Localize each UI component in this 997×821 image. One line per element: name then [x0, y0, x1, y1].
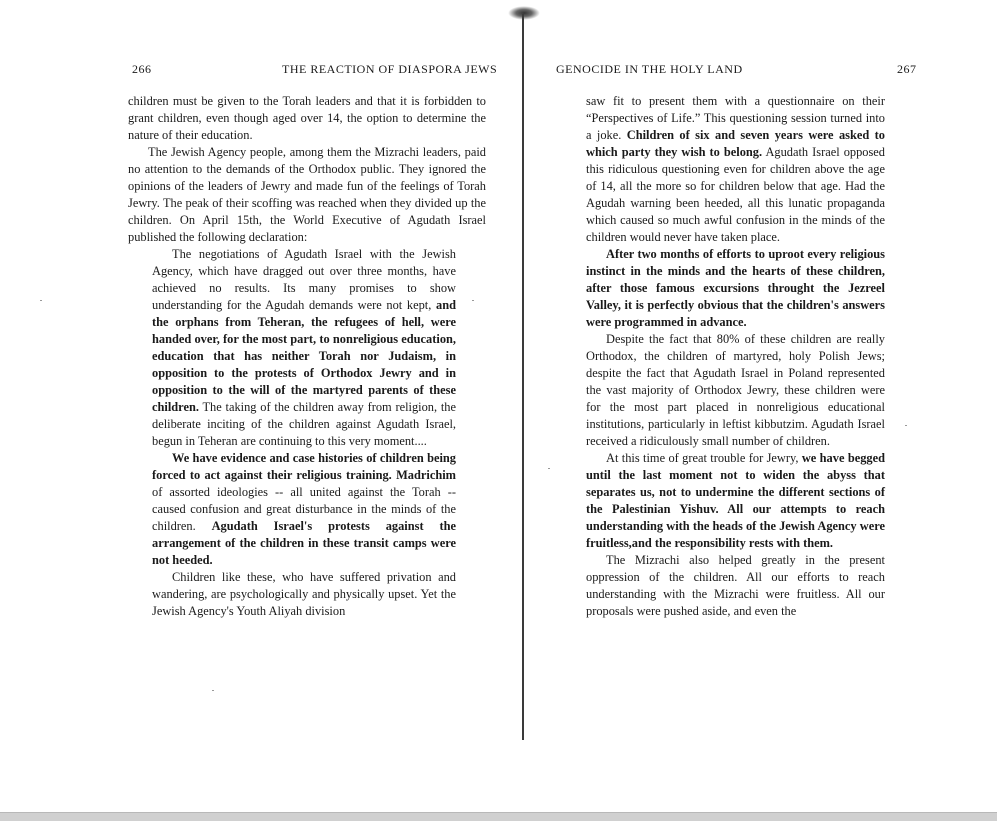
text-run: Despite the fact that 80% of these children are really Orthodox, the children of martyred, holy Polish Jews; despite the fact that Agudath Israel in Poland represented the vast majority of Orthodox Jewry, these children were for the most part placed in nonreligious educational institutions, particularly in leftist kibbutzim. Agudath Israel received a ridiculously small number of children. [586, 332, 885, 448]
book-gutter [522, 14, 524, 740]
text-run: The negotiations of Agudath Israel with the Jewish Agency, which have dragged out over three months, have achieved no results. Its many promises to show understanding for the Agudah demands were not kept, [152, 247, 456, 312]
right-page [526, 0, 997, 812]
right-body-text [586, 93, 885, 620]
left-body-text [128, 93, 486, 620]
text-run: At this time of great trouble for Jewry, [606, 451, 802, 465]
paragraph [128, 93, 486, 144]
paragraph [128, 144, 486, 246]
text-run: children must be given to the Torah leaders and that it is forbidden to grant children, even though aged over 14, the option to determine the nature of their education. [128, 94, 486, 142]
text-run: The Jewish Agency people, among them the Mizrachi leaders, paid no attention to the demands of the Orthodox public. They ignored the opinions of the leaders of Jewry and made fun of the feelings of Torah Jewry. The peak of their scoffing was reached when they divided up the children. On April 15th, the World Executive of Agudath Israel published the following declaration: [128, 145, 486, 244]
scan-speck [548, 468, 550, 469]
text-run: of assorted ideologies -- all united against the Torah -- caused confusion and great disturbance in the minds of the children. [152, 485, 456, 533]
right-page-number: 267 [897, 62, 917, 76]
block-quote-paragraph [152, 246, 456, 450]
block-quote-paragraph [152, 450, 456, 569]
paragraph [586, 246, 885, 331]
bold-text-run: We have evidence and case histories of children being forced to act against their religious training. Madrichim [152, 451, 456, 482]
bold-text-run: Agudath Israel's protests against the arrangement of the children in these transit camps were not heeded. [152, 519, 456, 567]
paragraph [586, 552, 885, 620]
scan-speck [905, 425, 907, 426]
bold-text-run: and the orphans from Teheran, the refugees of hell, were handed over, for the most part, to nonreligious education, education that has neither Torah nor Judaism, in opposition to the protests of Orthodox Jewry and in opposition to the will of the martyred parents of these children. [152, 298, 456, 414]
text-run: saw fit to present them with a questionnaire on their “Perspectives of Life.” This questioning session turned into a joke. [586, 94, 885, 142]
scan-speck [472, 300, 474, 301]
text-run: Agudath Israel opposed this ridiculous questioning even for children above the age of 14, all the more so for children below that age. Had the Agudah warning been heeded, all this lunatic propaganda which caused so much awful confusion in the minds of the children would never have taken place. [586, 145, 885, 244]
right-running-head: GENOCIDE IN THE HOLY LAND [556, 62, 743, 76]
scan-speck [212, 690, 214, 691]
paragraph [586, 93, 885, 246]
text-run: Children like these, who have suffered privation and wandering, are psychologically and physically upset. Yet the Jewish Agency's Youth Aliyah division [152, 570, 456, 618]
bold-text-run: we have begged until the last moment not to widen the abyss that separates us, not to undermine the different sections of the Palestinian Yishuv. All our attempts to reach understanding with the heads of the Jewish Agency were fruitless,and the responsibility rests with them. [586, 451, 885, 550]
bold-text-run: Children of six and seven years were asked to which party they wish to belong. [586, 128, 885, 159]
paragraph [586, 450, 885, 552]
paragraph [586, 331, 885, 450]
text-run: The taking of the children away from religion, the deliberate inciting of the children against Agudath Israel, begun in Teheran are continuing to this very moment.... [152, 400, 456, 448]
left-running-head: THE REACTION OF DIASPORA JEWS [282, 62, 498, 76]
scan-speck [40, 300, 42, 301]
text-run: The Mizrachi also helped greatly in the present oppression of the children. All our efforts to reach understanding with the Mizrachi were fruitless. All our proposals were pushed aside, and even the [586, 553, 885, 618]
bold-text-run: After two months of efforts to uproot every religious instinct in the minds and the hearts of these children, after those famous excursions throught the Jezreel Valley, it is perfectly obvious that the children's answers were programmed in advance. [586, 247, 885, 329]
left-page-number: 266 [132, 62, 152, 76]
block-quote-paragraph [152, 569, 456, 620]
